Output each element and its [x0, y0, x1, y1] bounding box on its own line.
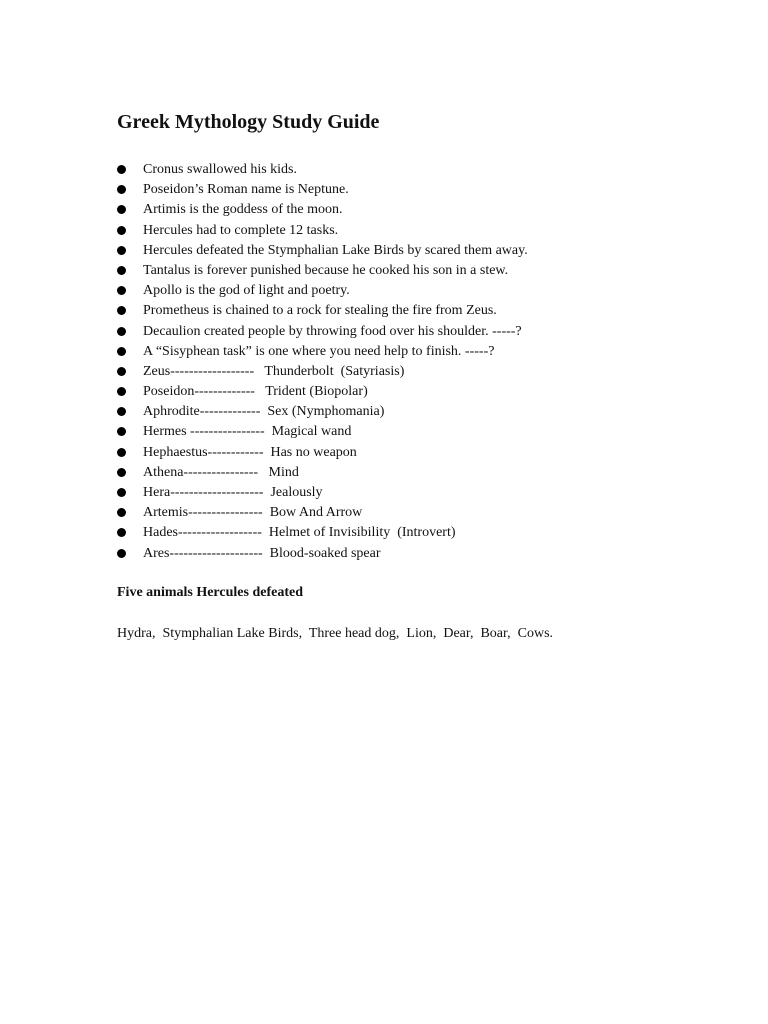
bullet-icon — [117, 327, 126, 336]
bullet-icon — [117, 387, 126, 396]
bullet-icon — [117, 488, 126, 497]
section-body: Hydra, Stymphalian Lake Birds, Three head dog, Lion, Dear, Boar, Cows. — [117, 626, 554, 641]
bullet-icon — [117, 205, 126, 214]
bullet-icon — [117, 226, 126, 235]
bullet-icon — [117, 266, 126, 275]
list-item — [117, 523, 737, 543]
list-item — [117, 180, 737, 200]
list-item — [117, 362, 737, 382]
bullet-icon — [117, 185, 126, 194]
document-title: Greek Mythology Study Guide — [117, 111, 380, 133]
list-item-text: Hades------------------ Helmet of Invisibility (Introvert) — [143, 525, 456, 541]
bullet-icon — [117, 528, 126, 537]
list-item-text: Poseidon------------- Trident (Biopolar) — [143, 384, 368, 400]
list-item — [117, 402, 737, 422]
bullet-icon — [117, 549, 126, 558]
bullet-icon — [117, 306, 126, 315]
bullet-icon — [117, 508, 126, 517]
bullet-icon — [117, 367, 126, 376]
list-item — [117, 503, 737, 523]
bullet-icon — [117, 165, 126, 174]
list-item — [117, 221, 737, 241]
bullet-icon — [117, 448, 126, 457]
list-item — [117, 160, 737, 180]
list-item-text: Hermes ---------------- Magical wand — [143, 424, 352, 440]
section-heading: Five animals Hercules defeated — [117, 585, 303, 600]
list-item-text: Apollo is the god of light and poetry. — [143, 283, 350, 299]
list-item — [117, 281, 737, 301]
bullet-icon — [117, 427, 126, 436]
list-item — [117, 301, 737, 321]
list-item-text: A “Sisyphean task” is one where you need help to finish. -----? — [143, 343, 495, 359]
bullet-icon — [117, 407, 126, 416]
bullet-icon — [117, 286, 126, 295]
list-item-text: Hephaestus------------ Has no weapon — [143, 444, 357, 460]
list-item-text: Prometheus is chained to a rock for stealing the fire from Zeus. — [143, 303, 497, 319]
list-item-text: Poseidon’s Roman name is Neptune. — [143, 182, 349, 198]
list-item-text: Ares-------------------- Blood-soaked spear — [143, 545, 381, 561]
list-item — [117, 443, 737, 463]
list-item-text: Artemis---------------- Bow And Arrow — [143, 505, 363, 521]
list-item — [117, 544, 737, 564]
list-item — [117, 261, 737, 281]
list-item — [117, 382, 737, 402]
list-item-text: Zeus------------------ Thunderbolt (Satyriasis) — [143, 363, 405, 379]
list-item — [117, 200, 737, 220]
list-item — [117, 422, 737, 442]
bullet-icon — [117, 468, 126, 477]
list-item-text: Decaulion created people by throwing food over his shoulder. -----? — [143, 323, 522, 339]
bullet-icon — [117, 246, 126, 255]
list-item-text: Cronus swallowed his kids. — [143, 162, 297, 177]
list-item — [117, 241, 737, 261]
study-guide-list — [117, 160, 737, 564]
list-item — [117, 342, 737, 362]
list-item-text: Tantalus is forever punished because he cooked his son in a stew. — [143, 262, 509, 278]
list-item — [117, 463, 737, 483]
list-item-text: Aphrodite------------- Sex (Nymphomania) — [143, 404, 385, 420]
list-item — [117, 322, 737, 342]
list-item-text: Artimis is the goddess of the moon. — [143, 202, 343, 218]
bullet-icon — [117, 347, 126, 356]
list-item — [117, 483, 737, 503]
list-item-text: Hercules defeated the Stymphalian Lake Birds by scared them away. — [143, 242, 528, 258]
list-item-text: Hera-------------------- Jealously — [143, 485, 323, 500]
list-item-text: Athena---------------- Mind — [143, 464, 299, 480]
list-item-text: Hercules had to complete 12 tasks. — [143, 222, 339, 238]
